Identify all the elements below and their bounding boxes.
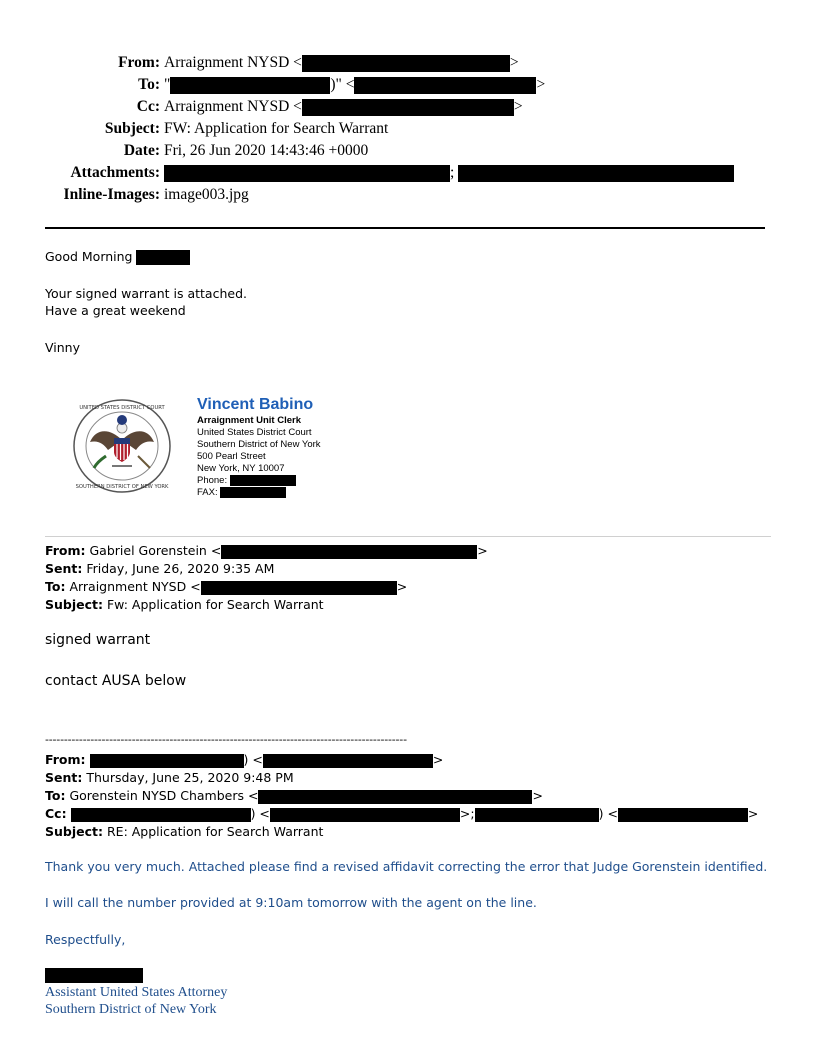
signature-district: Southern District of New York: [197, 439, 321, 450]
header-attachments-label: Attachments:: [70, 164, 160, 181]
header-to-label: To:: [138, 76, 160, 93]
message1-line1: Your signed warrant is attached.: [45, 286, 247, 301]
signature-block: [197, 396, 397, 506]
message3-body2: I will call the number provided at 9:10am tomorrow with the agent on the line.: [45, 895, 537, 910]
message2-from-label: From:: [45, 543, 86, 558]
redaction: [164, 165, 450, 182]
message3-to-row: [45, 787, 775, 805]
redaction: [258, 790, 532, 804]
message3-cc-row: [45, 805, 775, 823]
message1-greeting-line: [45, 249, 190, 265]
message2-sent-label: Sent:: [45, 561, 83, 576]
header-cc-name: Arraignment NYSD <: [164, 98, 302, 115]
message1-line2: Have a great weekend: [45, 303, 186, 318]
signature-name: Vincent Babino: [197, 396, 314, 413]
redaction: [263, 754, 433, 768]
header-to-mid: )" <: [330, 76, 355, 93]
message3-cc-suffix: >: [747, 806, 759, 821]
header-subject-value: FW: Application for Search Warrant: [164, 120, 389, 137]
header-divider: [45, 227, 765, 229]
header-cc-suffix: >: [513, 98, 523, 115]
message3-from-row: [45, 751, 775, 769]
message3-sig-district: Southern District of New York: [45, 1002, 217, 1017]
header-cc-value: [164, 96, 523, 118]
message3-header: [45, 751, 775, 841]
signature-fax-line: [197, 487, 286, 498]
header-date-label: Date:: [123, 142, 160, 159]
header-from-suffix: >: [509, 54, 519, 71]
redaction: [90, 754, 244, 768]
message2-from-suffix: >: [477, 543, 488, 558]
message3-body1: Thank you very much. Attached please find a revised affidavit correcting the error that Judge Gorenstein identified.: [45, 859, 768, 874]
seal-top-text: UNITED STATES DISTRICT COURT: [79, 405, 165, 411]
message3-subject-row: [45, 823, 775, 841]
message2-to-value: Arraignment NYSD <: [69, 579, 201, 594]
message2-subject-value: Fw: Application for Search Warrant: [106, 597, 324, 612]
message3-divider: ------------------------------------------------------------------------------------------------: [45, 733, 407, 746]
header-to-suffix: >: [536, 76, 546, 93]
message2-subject-row: [45, 596, 765, 614]
header-from-value: [164, 52, 519, 74]
redaction: [201, 581, 397, 595]
redaction: [220, 487, 286, 498]
message2-sent-value: Friday, June 26, 2020 9:35 AM: [86, 561, 275, 576]
message3-cc-separator: >;: [459, 806, 475, 821]
redaction: [302, 55, 510, 72]
message3-to-label: To:: [45, 788, 66, 803]
signature-city: New York, NY 10007: [197, 463, 285, 474]
redaction: [230, 475, 296, 486]
signature-fax-label: FAX:: [197, 487, 218, 499]
message3-from-mid: ) <: [243, 752, 263, 767]
header-inline-images-value[interactable]: image003.jpg: [164, 186, 249, 203]
signature-phone-label: Phone:: [197, 475, 228, 487]
redaction: [270, 808, 460, 822]
header-date-value: Fri, 26 Jun 2020 14:43:46 +0000: [164, 142, 369, 159]
message3-from-label: From:: [45, 752, 86, 767]
email-header: [0, 52, 816, 212]
message2-body2: contact AUSA below: [45, 673, 187, 689]
message3-cc-mid1: ) <: [250, 806, 270, 821]
message3-body3: Respectfully,: [45, 932, 126, 947]
message2-from-row: [45, 542, 765, 560]
signature-phone-line: [197, 475, 296, 486]
message3-to-suffix: >: [532, 788, 543, 803]
message-separator: [45, 536, 771, 537]
redaction: [221, 545, 477, 559]
signature-street: 500 Pearl Street: [197, 451, 266, 462]
header-from-label: From:: [118, 54, 160, 71]
header-attachments-value: [164, 162, 734, 184]
redaction: [458, 165, 734, 182]
redaction: [71, 808, 251, 822]
message3-cc-label: Cc:: [45, 806, 67, 821]
message3-cc-mid2: ) <: [598, 806, 618, 821]
message1-signoff: Vinny: [45, 340, 80, 355]
message3-sent-row: [45, 769, 775, 787]
header-to-value: [164, 74, 545, 96]
message3-sent-value: Thursday, June 25, 2020 9:48 PM: [86, 770, 294, 785]
message2-subject-label: Subject:: [45, 597, 103, 612]
seal-icon: [72, 398, 172, 494]
message3-subject-value: RE: Application for Search Warrant: [106, 824, 324, 839]
redaction: [618, 808, 748, 822]
seal-bottom-text: SOUTHERN DISTRICT OF NEW YORK: [75, 484, 169, 490]
header-cc-label: Cc:: [136, 98, 160, 115]
header-subject-label: Subject:: [104, 120, 160, 137]
header-to-prefix: ": [164, 76, 171, 93]
message3-from-suffix: >: [432, 752, 444, 767]
redaction: [302, 99, 514, 116]
redaction: [45, 968, 143, 983]
message1-greeting: Good Morning: [45, 249, 133, 264]
message3-sent-label: Sent:: [45, 770, 83, 785]
message3-to-value: Gorenstein NYSD Chambers <: [69, 788, 259, 803]
message2-sent-row: [45, 560, 765, 578]
message2-from-value: Gabriel Gorenstein <: [89, 543, 222, 558]
header-from-name: Arraignment NYSD <: [164, 54, 302, 71]
message2-to-row: [45, 578, 765, 596]
message2-to-suffix: >: [396, 579, 408, 594]
redaction: [475, 808, 599, 822]
header-attachments-separator: ;: [450, 164, 455, 181]
message2-to-label: To:: [45, 579, 66, 594]
message3-subject-label: Subject:: [45, 824, 103, 839]
signature-org: United States District Court: [197, 427, 312, 438]
redaction: [136, 250, 190, 265]
message3-sig-title: Assistant United States Attorney: [45, 985, 228, 1000]
redaction: [170, 77, 330, 94]
court-seal-logo: [72, 398, 172, 494]
message2-body1: signed warrant: [45, 632, 151, 648]
header-inline-images-label: Inline-Images:: [63, 186, 160, 203]
message2-header: [45, 542, 765, 614]
redaction: [354, 77, 536, 94]
signature-title: Arraignment Unit Clerk: [197, 415, 301, 426]
